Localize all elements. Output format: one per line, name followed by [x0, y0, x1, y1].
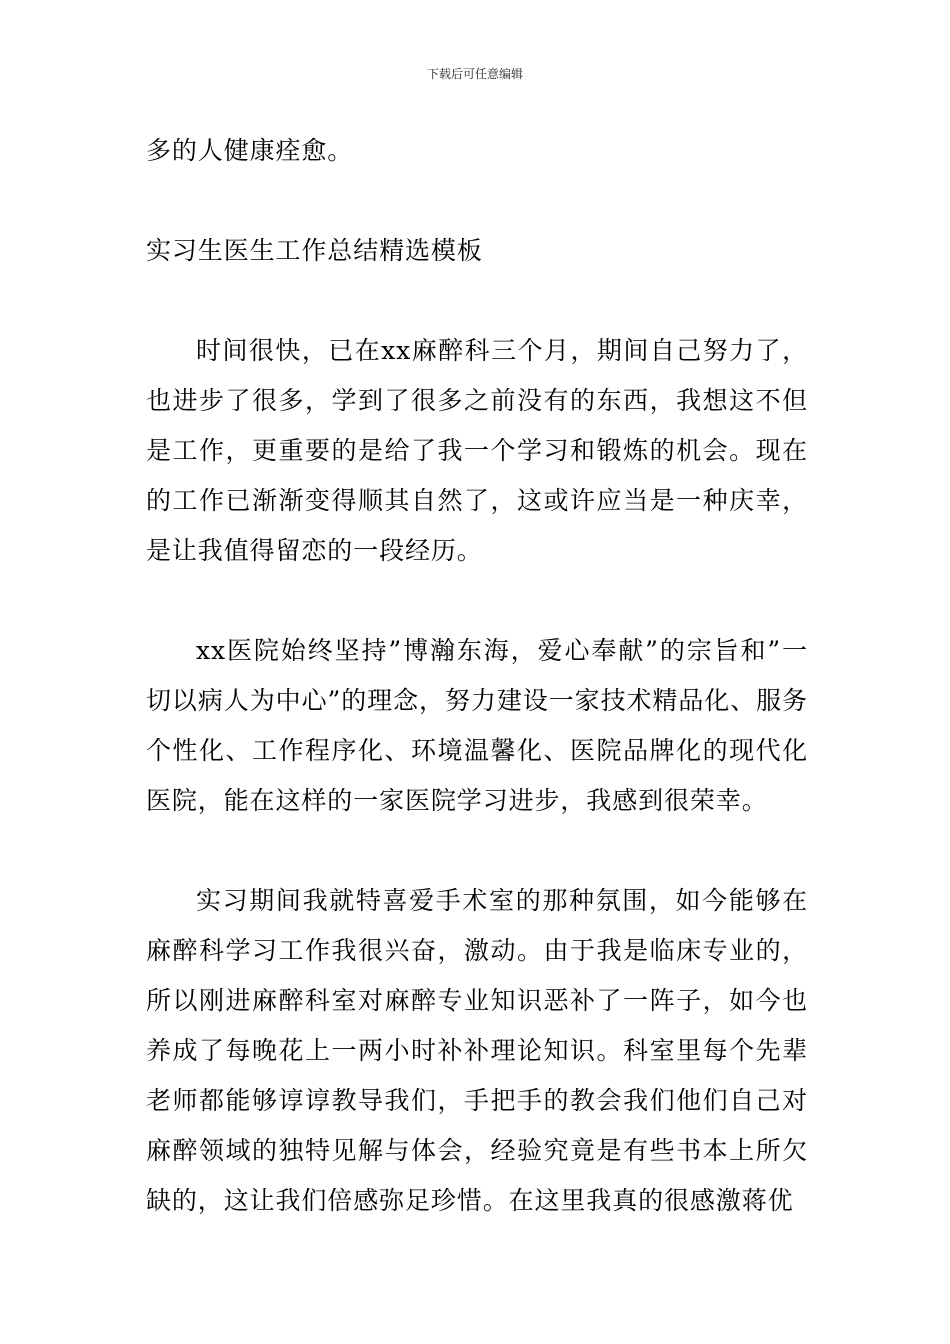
- section-title: 实习生医生工作总结精选模板: [146, 236, 483, 265]
- paragraph-hospital: xx医院始终坚持”博瀚东海，爱心奉献”的宗旨和”一切以病人为中心”的理念，努力建设一家技术精品化、服务个性化、工作程序化、环境温馨化、医院品牌化的现代化医院，能在这样的一家医院学习进步，我感到很荣幸。: [146, 636, 808, 815]
- page-header: 下载后可任意编辑: [426, 67, 523, 81]
- paragraph-continuation: 多的人健康痊愈。: [146, 136, 354, 165]
- paragraph-intro: 时间很快，已在xx麻醉科三个月，期间自己努力了，也进步了很多，学到了很多之前没有的东西，我想这不但是工作，更重要的是给了我一个学习和锻炼的机会。现在的工作已渐渐变得顺其自然了，这或许应当是一种庆幸，是让我值得留恋的一段经历。: [146, 336, 808, 565]
- paragraph-internship: 实习期间我就特喜爱手术室的那种氛围，如今能够在麻醉科学习工作我很兴奋，激动。由于我是临床专业的，所以刚进麻醉科室对麻醉专业知识恶补了一阵子，如今也养成了每晚花上一两小时补补理论知识。科室里每个先辈老师都能够谆谆教导我们，手把手的教会我们他们自己对麻醉领域的独特见解与体会，经验究竟是有些书本上所欠缺的，这让我们倍感弥足珍惜。在这里我真的很感激蒋优: [146, 886, 808, 1215]
- document-body: [146, 126, 808, 1226]
